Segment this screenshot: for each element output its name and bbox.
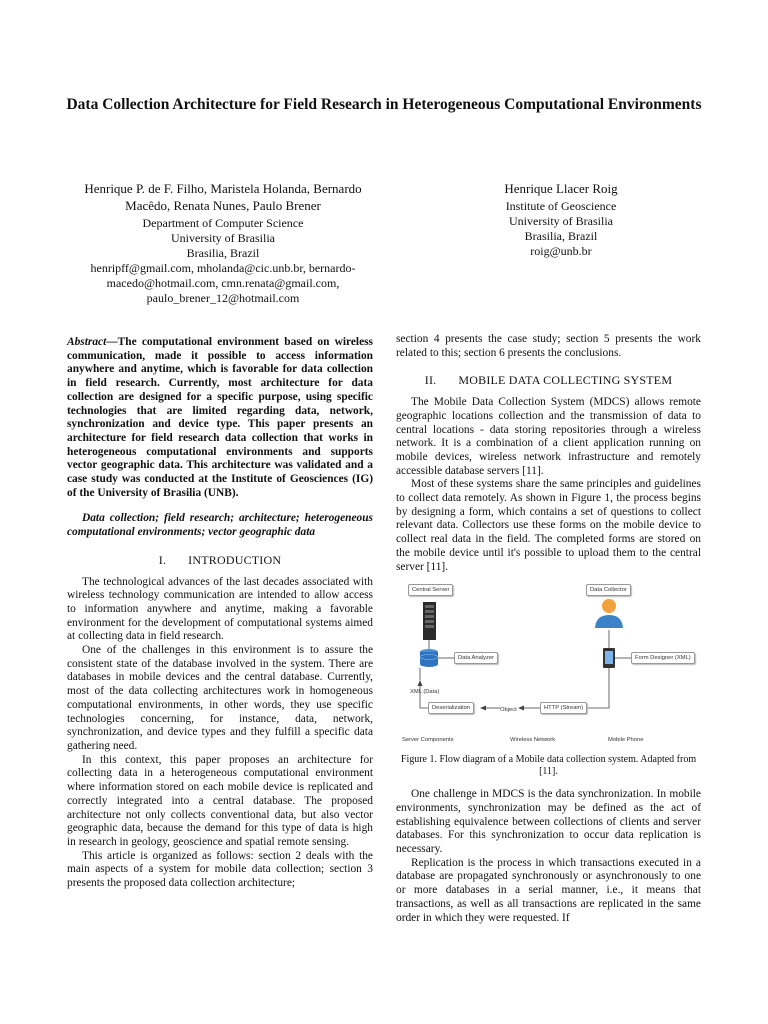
- author-univ-left: University of Brasilia: [171, 231, 275, 245]
- abstract-lead: Abstract: [67, 336, 107, 348]
- author-dept-left: Department of Computer Science: [142, 216, 304, 230]
- central-server-label: Central Server: [408, 584, 453, 596]
- paper-title: Data Collection Architecture for Field Research in Heterogeneous Computational Environments: [66, 96, 702, 113]
- author-city-right: Brasilia, Brazil: [524, 229, 598, 243]
- right-column: [396, 333, 701, 925]
- mobile-phone-label: Mobile Phone: [608, 737, 644, 744]
- author-univ-right: University of Brasilia: [509, 214, 613, 228]
- database-icon: [420, 649, 438, 667]
- abstract: [67, 336, 373, 500]
- author-block-right: [424, 180, 698, 259]
- paragraph: In this context, this paper proposes an architecture for collecting data in a heterogeneous computational environment where information stored on each mobile device is replicated and correctly integrated into a central database. The proposed architecture not only collects conventional data, but also vector geographic data, because the demand for this type of data is high in research in geology, geoscience and spatial remote sensing.: [67, 753, 373, 848]
- author-names-right: Henrique Llacer Roig: [504, 181, 618, 196]
- left-column: [67, 336, 373, 891]
- connector-line: [586, 668, 609, 708]
- paragraph: The technological advances of the last decades associated with wireless technology communication are intended to allow access to information anywhere and anytime, making a favorable environment for the development of computational systems aimed at collecting data in field research.: [67, 575, 373, 643]
- figure-1-diagram: [396, 582, 701, 752]
- deserialization-label: Deserialization: [428, 702, 474, 714]
- author-dept-right: Institute of Geoscience: [505, 199, 617, 213]
- form-designer-label: Form Designer (XML): [631, 652, 695, 664]
- server-tower-icon: [423, 602, 436, 640]
- data-collector-label: Data Collector: [586, 584, 631, 596]
- mobile-phone-icon: [603, 648, 615, 668]
- object-label: Object: [500, 707, 517, 714]
- figure-caption: Figure 1. Flow diagram of a Mobile data collection system. Adapted from [11].: [400, 754, 697, 778]
- data-analyzer-label: Data Analyzer: [454, 652, 498, 664]
- section-heading-introduction: [67, 554, 373, 568]
- wireless-network-label: Wireless Network: [510, 737, 556, 744]
- paragraph: One of the challenges in this environment is to assure the consistent state of the database involved in the system. There are databases in mobile devices and the central database. Currently, most of the data collecting architectures work in homogeneous computational environments, in other words, they use specific technologies concerning, for instance, data, network, synchronization, and device types and they fulfill a specific data gathering need.: [67, 644, 373, 752]
- section-title: MOBILE DATA COLLECTING SYSTEM: [458, 373, 673, 388]
- server-components-label: Server Components: [402, 737, 454, 744]
- author-names-left: Henrique P. de F. Filho, Maristela Holanda, Bernardo Macêdo, Renata Nunes, Paulo Brener: [84, 181, 362, 213]
- keywords: Data collection; field research; architecture; heterogeneous computational environments; vector geographic data: [67, 512, 373, 539]
- user-person-icon: [595, 599, 623, 628]
- arrow-head: [518, 706, 524, 711]
- paragraph: Replication is the process in which transactions executed in a database are propagated synchronously or asynchronously to one or more databases in a serial manner, i.e., it means that transactions, as well as all transactions are replicated in the same order in which they were requested. If: [396, 856, 701, 924]
- http-stream-label: HTTP (Stream): [540, 702, 587, 714]
- section-heading-mdcs: [396, 374, 701, 388]
- paragraph: One challenge in MDCS is the data synchronization. In mobile environments, synchronization may be defined as the act of establishing equivalence between collections of clients and server databases. For this synchronization to occur data replication is necessary.: [396, 788, 701, 856]
- abstract-text: —The computational environment based on wireless communication, made it possible to access information anywhere and anytime, which is favorable for data collection in field research. Currently, most architecture for data collection are designed for a specific purpose, using specific technologies that are limited regarding data, network, synchronization and device type. This paper presents an architecture for field research data collection that works in heterogeneous computational environments and supports vector geographic data. This architecture was validated and a case study was conducted at the Institute of Geosciences (IG) of the University of Brasilia (UNB).: [67, 336, 373, 499]
- author-emails-left: henripff@gmail.com, mholanda@cic.unb.br, bernardo-macedo@hotmail.com, cmn.renata@gmail.com, paulo_brener_12@hotmail.com: [90, 261, 356, 305]
- diagram-graphics: [396, 582, 701, 752]
- paragraph: Most of these systems share the same principles and guidelines to collect data remotely. As shown in Figure 1, the process begins by designing a form, which contains a set of questions to collect relevant data. Collectors use these forms on the mobile device to collect real data in the field. The completed forms are stored on the mobile device until it's possible to upload them to the central server [11].: [396, 478, 701, 573]
- arrow-head: [480, 706, 486, 711]
- author-city-left: Brasilia, Brazil: [186, 246, 260, 260]
- xml-data-label: XML (Data): [410, 689, 440, 696]
- author-block-left: [62, 180, 384, 306]
- paragraph: This article is organized as follows: section 2 deals with the main aspects of a system for mobile data collection; section 3 presents the proposed data collection architecture;: [67, 849, 373, 890]
- section-title: INTRODUCTION: [188, 552, 282, 567]
- section-number: I.: [158, 552, 167, 567]
- paragraph: The Mobile Data Collection System (MDCS) allows remote geographic locations collection and the transmission of data to central locations - data storing repositories through a wireless network. It is a combination of a client application running on mobile devices, wireless network infrastructure and remotely accessible database servers [11].: [396, 396, 701, 477]
- author-email-right: roig@unb.br: [530, 244, 592, 258]
- paragraph: section 4 presents the case study; section 5 presents the work related to this; section 6 presents the conclusions.: [396, 333, 701, 359]
- section-number: II.: [424, 373, 437, 388]
